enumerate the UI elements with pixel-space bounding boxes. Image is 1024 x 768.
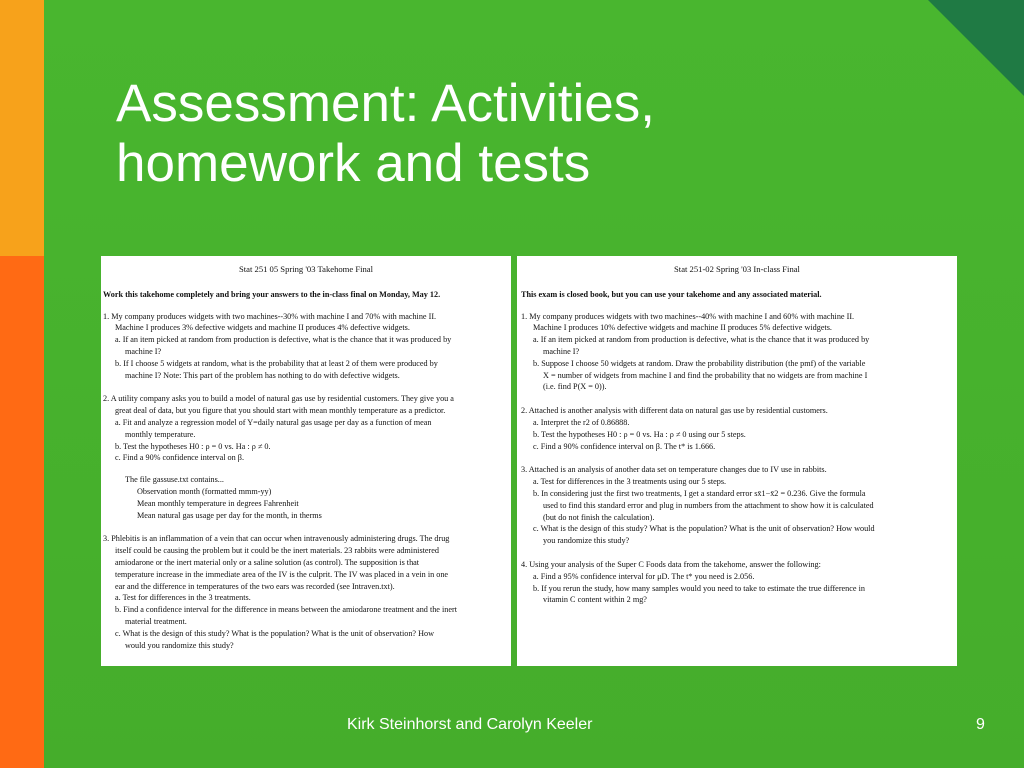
doc-line: Machine I produces 10% defective widgets and machine II produces 5% defective widgets. — [533, 323, 832, 333]
doc-line: c. Find a 90% confidence interval on β. — [115, 453, 244, 463]
doc-line: a. Interpret the r2 of 0.86888. — [533, 417, 630, 427]
doc-line: a. Test for differences in the 3 treatments using our 5 steps. — [533, 477, 727, 487]
doc-line: Observation month (formatted mmm-yy) — [137, 486, 272, 496]
doc-line: b. Test the hypotheses H0 : ρ = 0 vs. Ha : ρ ≠ 0. — [115, 441, 271, 451]
doc-right-question-4 — [521, 559, 951, 606]
doc-line: b. Find a confidence interval for the difference in means between the amiodarone treatment and the inert — [115, 605, 457, 615]
doc-line: temperature increase in the immediate area of the IV is the culprit. The IV was placed in a vein in one — [115, 569, 449, 579]
doc-line: Mean monthly temperature in degrees Fahrenheit — [137, 498, 299, 508]
left-accent-bar-bottom — [0, 256, 44, 768]
doc-line: vitamin C content within 2 mg? — [543, 595, 647, 605]
doc-line: monthly temperature. — [125, 429, 196, 439]
doc-line: Mean natural gas usage per day for the month, in therms — [137, 510, 322, 520]
doc-right-intro: This exam is closed book, but you can use your takehome and any associated material. — [521, 289, 822, 299]
doc-line: a. Test for differences in the 3 treatments. — [115, 593, 251, 603]
doc-line: machine I? Note: This part of the problem has nothing to do with defective widgets. — [125, 370, 400, 380]
in-class-final-document — [517, 256, 957, 666]
doc-line: 3. Attached is an analysis of another data set on temperature changes due to IV use in rabbits. — [521, 465, 827, 475]
takehome-final-document — [101, 256, 511, 666]
doc-left-question-3 — [103, 533, 505, 651]
doc-line: amiodarone or the inert material only or a saline solution (as control). The supposition is that — [115, 557, 420, 567]
doc-left-question-1 — [103, 311, 505, 382]
doc-line: machine I? — [125, 346, 162, 356]
doc-line: a. If an item picked at random from production is defective, what is the chance that it was produced by — [533, 335, 870, 345]
doc-line: The file gassuse.txt contains... — [125, 475, 224, 485]
doc-right-question-1 — [521, 311, 951, 394]
doc-line: great deal of data, but you figure that you should start with mean monthly temperature as a predictor. — [115, 406, 446, 416]
doc-line: itself could be causing the problem but it could be the inert materials. 23 rabbits were administered — [115, 546, 439, 556]
doc-line: Machine I produces 3% defective widgets and machine II produces 4% defective widgets. — [115, 323, 410, 333]
left-accent-bar-top — [0, 0, 44, 256]
doc-right-question-2 — [521, 405, 951, 452]
title-line-1: Assessment: Activities, — [116, 74, 656, 133]
doc-line: b. If you rerun the study, how many samples would you need to take to estimate the true difference in — [533, 583, 865, 593]
doc-left-question-2 — [103, 393, 505, 521]
title-line-2: homework and tests — [116, 134, 591, 193]
doc-line: a. Find a 95% confidence interval for μD. The t* you need is 2.056. — [533, 571, 755, 581]
doc-line: 4. Using your analysis of the Super C Foods data from the takehome, answer the following: — [521, 559, 821, 569]
doc-line: a. Fit and analyze a regression model of Y=daily natural gas usage per day as a function of mean — [115, 417, 432, 427]
doc-line: b. In considering just the first two treatments, I get a standard error sx̄1−x̄2 = 0.236. Give the formula — [533, 488, 866, 498]
doc-line: b. Suppose I choose 50 widgets at random. Draw the probability distribution (the pmf) of the variable — [533, 358, 866, 368]
doc-line: would you randomize this study? — [125, 640, 234, 650]
doc-right-question-3 — [521, 464, 951, 547]
doc-line: 1. My company produces widgets with two machines--30% with machine I and 70% with machine II. — [103, 311, 437, 321]
doc-line: b. Test the hypotheses H0 : ρ = 0 vs. Ha : ρ ≠ 0 using our 5 steps. — [533, 429, 746, 439]
doc-left-intro: Work this takehome completely and bring your answers to the in-class final on Monday, May 12. — [103, 289, 441, 299]
doc-line: (i.e. find P(X = 0)). — [543, 382, 607, 392]
footer-authors: Kirk Steinhorst and Carolyn Keeler — [347, 716, 593, 733]
doc-line: machine I? — [543, 346, 580, 356]
doc-line: 2. A utility company asks you to build a model of natural gas use by residential customers. They give you a — [103, 394, 454, 404]
page-number: 9 — [976, 716, 985, 733]
doc-line: a. If an item picked at random from production is defective, what is the chance that it was produced by — [115, 335, 452, 345]
doc-line: ear and the difference in temperatures of the two ears was recorded (see Intraven.txt). — [115, 581, 395, 591]
doc-line: b. If I choose 5 widgets at random, what is the probability that at least 2 of them were produced by — [115, 358, 438, 368]
doc-line: c. What is the design of this study? What is the population? What is the unit of observation? How — [115, 628, 435, 638]
doc-line: material treatment. — [125, 616, 187, 626]
doc-line: 1. My company produces widgets with two machines--40% with machine I and 60% with machine II. — [521, 311, 855, 321]
slide-title — [116, 74, 956, 194]
doc-line: (but do not finish the calculation). — [543, 512, 655, 522]
doc-line: c. Find a 90% confidence interval on β. The t* is 1.666. — [533, 441, 716, 451]
doc-left-header: Stat 251 05 Spring '03 Takehome Final — [239, 264, 373, 274]
doc-line: used to find this standard error and plug in numbers from the attachment to show how it is calculated — [543, 500, 874, 510]
doc-line: 3. Phlebitis is an inflammation of a vein that can occur when intravenously administering drugs. The drug — [103, 534, 450, 544]
doc-right-header: Stat 251-02 Spring '03 In-class Final — [674, 264, 800, 274]
doc-line: c. What is the design of this study? What is the population? What is the unit of observation? How would — [533, 524, 875, 534]
doc-line: X = number of widgets from machine I and find the probability that no widgets are from machine I — [543, 370, 868, 380]
doc-line: 2. Attached is another analysis with different data on natural gas use by residential customers. — [521, 406, 828, 416]
doc-line: you randomize this study? — [543, 536, 630, 546]
